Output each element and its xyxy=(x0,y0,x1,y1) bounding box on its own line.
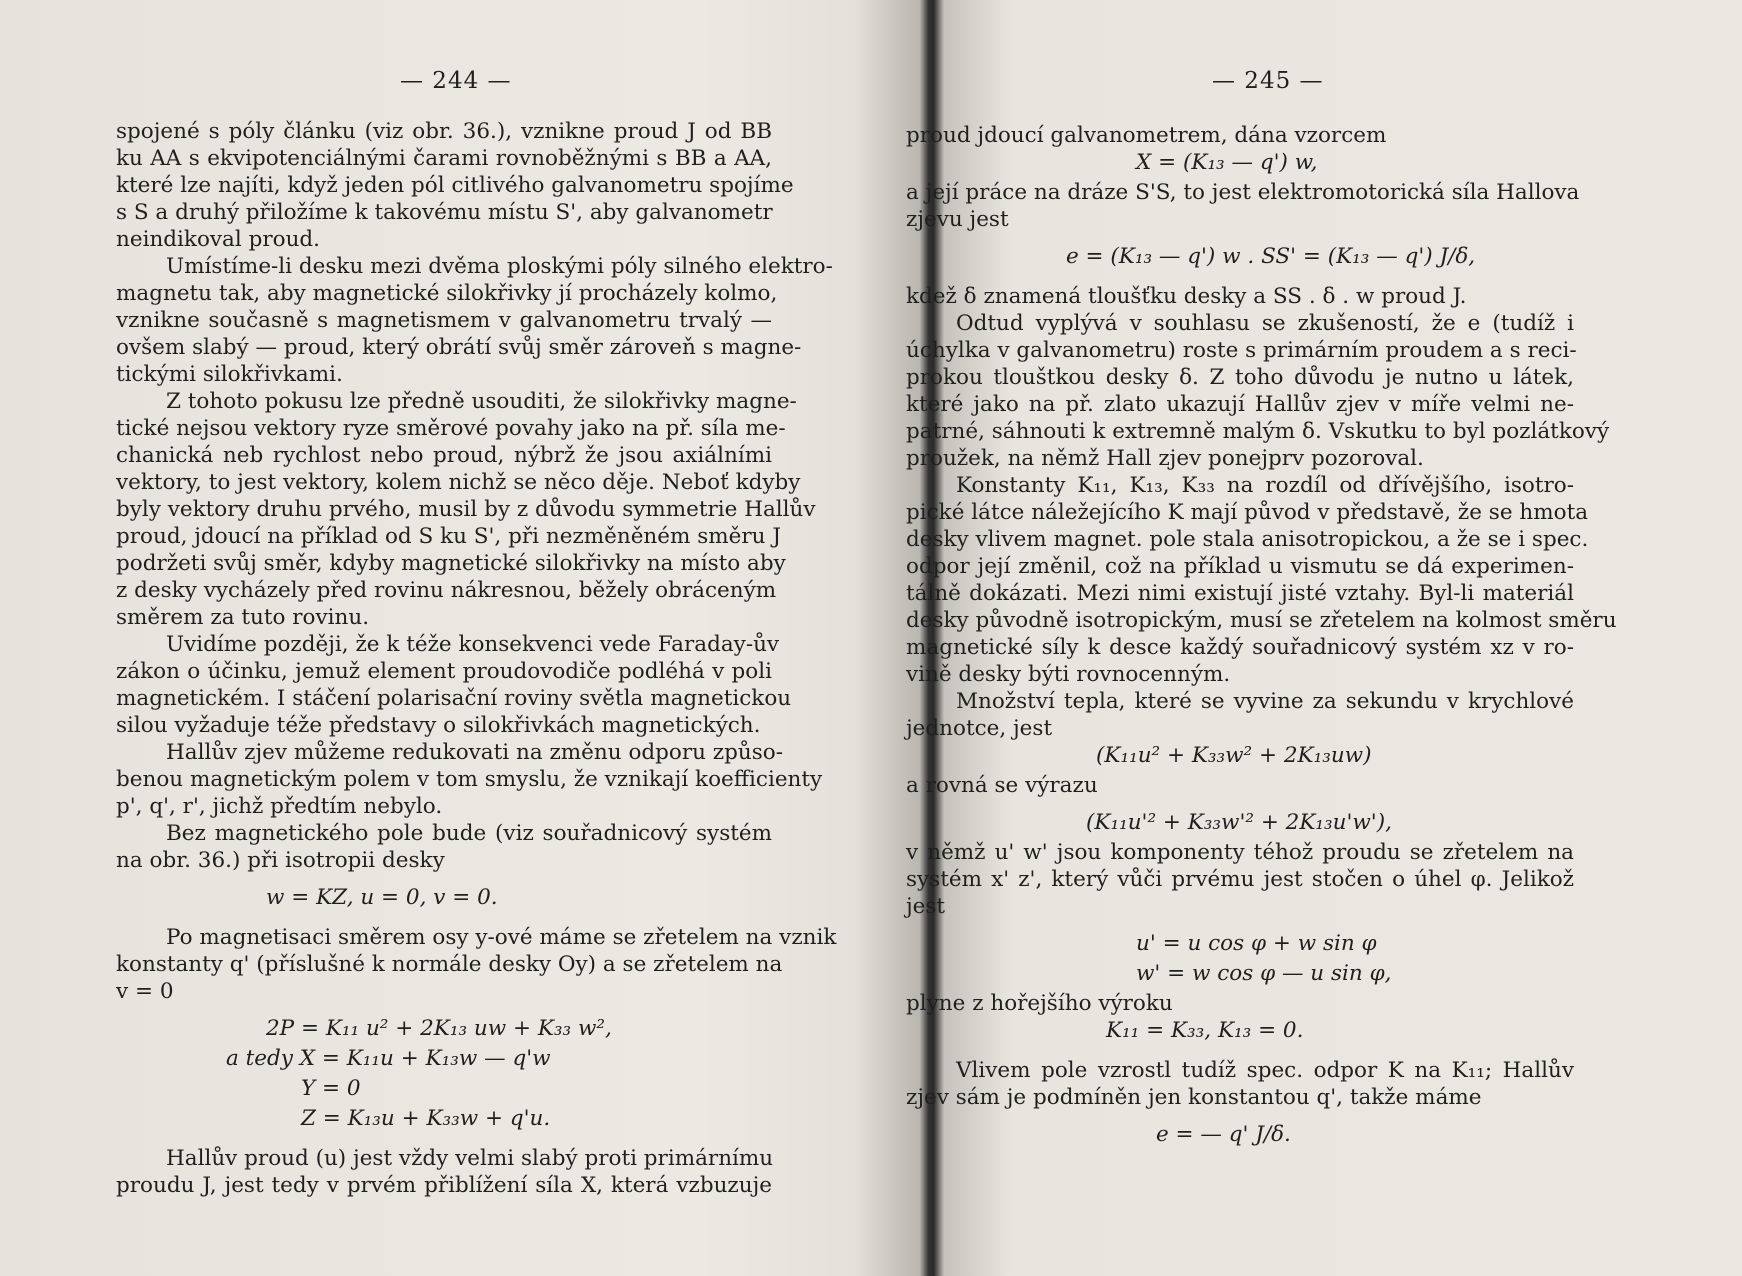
text-line: proužek, na němž Hall zjev ponejprv pozoroval. xyxy=(906,446,1424,471)
equation: X = (K₁₃ — q') w, xyxy=(1136,150,1318,175)
text-line: spojené s póly článku (viz obr. 36.), vznikne proud J od BB xyxy=(116,119,772,144)
text-line: Po magnetisaci směrem osy y-ové máme se zřetelem na vznik xyxy=(166,925,837,950)
text-line: desky původně isotropickým, musí se zřetelem na kolmost směru xyxy=(906,608,1617,633)
text-line: neindikoval proud. xyxy=(116,227,321,252)
equation: e = (K₁₃ — q') w . SS' = (K₁₃ — q') J/δ, xyxy=(1066,244,1476,269)
text-line: proud jdoucí galvanometrem, dána vzorcem xyxy=(906,123,1387,148)
text-line: Hallův proud (u) jest vždy velmi slabý proti primárnímu xyxy=(166,1146,774,1171)
equation: Z = K₁₃u + K₃₃w + q'u. xyxy=(301,1106,551,1131)
page-number: — 245 — xyxy=(1212,68,1324,94)
text-line: tálně dokázati. Mezi nimi existují jisté vztahy. Byl-li materiál xyxy=(906,581,1574,606)
text-line: ku AA s ekvipotenciálnými čarami rovnoběžnými s BB a AA, xyxy=(116,146,772,171)
text-line: v němž u' w' jsou komponenty téhož proudu se zřetelem na xyxy=(906,840,1574,865)
text-line: zjevu jest xyxy=(906,207,1009,232)
text-line: a její práce na dráze S'S, to jest elektromotorická síla Hallova xyxy=(906,180,1580,205)
text-line: zjev sám je podmíněn jen konstantou q', takže máme xyxy=(906,1085,1482,1110)
text-line: vznikne současně s magnetismem v galvanometru trvalý — xyxy=(116,308,772,333)
text-line: na obr. 36.) při isotropii desky xyxy=(116,848,445,873)
equation: w = KZ, u = 0, v = 0. xyxy=(266,885,498,910)
text-line: proudu J, jest tedy v prvém přiblížení síla X, která vzbuzuje xyxy=(116,1173,772,1198)
equation: a tedy X = K₁₁u + K₁₃w — q'w xyxy=(226,1046,551,1071)
text-line: silou vyžaduje téže představy o silokřivkách magnetických. xyxy=(116,713,761,738)
text-line: a rovná se výrazu xyxy=(906,773,1098,798)
page-number: — 244 — xyxy=(400,68,512,94)
text-line: tickými silokřivkami. xyxy=(116,362,343,387)
left-page xyxy=(0,0,837,1276)
equation: e = — q' J/δ. xyxy=(1156,1122,1291,1147)
equation: 2P = K₁₁ u² + 2K₁₃ uw + K₃₃ w², xyxy=(266,1016,612,1041)
text-line: pické látce náležejícího K mají původ v představě, že se hmota xyxy=(906,500,1589,525)
text-line: magnetu tak, aby magnetické silokřivky jí procházely kolmo, xyxy=(116,281,778,306)
equation: Y = 0 xyxy=(301,1076,361,1101)
text-line: konstanty q' (příslušné k normále desky Oy) a se zřetelem na xyxy=(116,952,783,977)
text-line: které jako na př. zlato ukazují Hallův zjev v míře velmi ne- xyxy=(906,392,1574,417)
text-line: úchylka v galvanometru) roste s primárním proudem a s reci- xyxy=(906,338,1577,363)
text-line: zákon o účinku, jemuž element proudovodiče podléhá v poli xyxy=(116,659,772,684)
text-line: plyne z hořejšího výroku xyxy=(906,991,1173,1016)
text-line: patrné, sáhnouti k extremně malým δ. Vskutku to byl pozlátkový xyxy=(906,419,1610,444)
text-line: Z tohoto pokusu lze předně usouditi, že silokřivky magne- xyxy=(166,389,797,414)
text-line: odpor její změnil, což na příklad u vismutu se dá experimen- xyxy=(906,554,1574,579)
text-line: Uvidíme později, že k téže konsekvenci vede Faraday-ův xyxy=(166,632,780,657)
text-line: směrem za tuto rovinu. xyxy=(116,605,370,630)
text-line: podržeti svůj směr, kdyby magnetické silokřivky na místo aby xyxy=(116,551,786,576)
text-line: vektory, to jest vektory, kolem nichž se něco děje. Neboť kdyby xyxy=(116,470,801,495)
page-body xyxy=(116,118,837,1199)
right-page xyxy=(842,0,1742,1276)
text-line: proud, jdoucí na příklad od S ku S', při nezměněném směru J xyxy=(116,524,781,549)
text-line: tické nejsou vektory ryze směrové povahy jako na př. síla me- xyxy=(116,416,786,441)
text-line: Množství tepla, které se vyvine za sekundu v krychlové xyxy=(956,689,1574,714)
equation: (K₁₁u² + K₃₃w² + 2K₁₃uw) xyxy=(1096,743,1372,768)
text-line: benou magnetickým polem v tom smyslu, že vznikají koefficienty xyxy=(116,767,823,792)
text-line: Bez magnetického pole bude (viz souřadnicový systém xyxy=(166,821,772,846)
text-line: magnetické síly k desce každý souřadnicový systém xz v ro- xyxy=(906,635,1574,660)
text-line: byly vektory druhu prvého, musil by z důvodu symmetrie Hallův xyxy=(116,497,816,522)
text-line: z desky vycházely před rovinu nákresnou, běžely obráceným xyxy=(116,578,777,603)
equation: (K₁₁u'² + K₃₃w'² + 2K₁₃u'w'), xyxy=(1086,810,1392,835)
text-line: v = 0 xyxy=(116,979,174,1004)
text-line: systém x' z', který vůči prvému jest stočen o úhel φ. Jelikož xyxy=(906,867,1574,892)
text-line: s S a druhý přiložíme k takovému místu S', aby galvanometr xyxy=(116,200,773,225)
text-line: Umístíme-li desku mezi dvěma ploskými póly silného elektro- xyxy=(166,254,833,279)
text-line: ovšem slabý — proud, který obrátí svůj směr zároveň s magne- xyxy=(116,335,802,360)
page-body xyxy=(906,122,1617,1151)
text-line: p', q', r', jichž předtím nebylo. xyxy=(116,794,443,819)
text-line: které lze najíti, když jeden pól citlivého galvanometru spojíme xyxy=(116,173,794,198)
text-line: jednotce, jest xyxy=(906,716,1053,741)
text-line: desky vlivem magnet. pole stala anisotropickou, a že se i spec. xyxy=(906,527,1589,552)
text-line: Hallův zjev můžeme redukovati na změnu odporu způso- xyxy=(166,740,783,765)
equation: u' = u cos φ + w sin φ xyxy=(1136,931,1377,956)
text-line: magnetickém. I stáčení polarisační roviny světla magnetickou xyxy=(116,686,792,711)
equation: K₁₁ = K₃₃, K₁₃ = 0. xyxy=(1106,1018,1304,1043)
text-line: chanická neb rychlost nebo proud, nýbrž že jsou axiálními xyxy=(116,443,772,468)
text-line: Konstanty K₁₁, K₁₃, K₃₃ na rozdíl od dřívějšího, isotro- xyxy=(956,473,1574,498)
text-line: prokou tlouštkou desky δ. Z toho důvodu je nutno u látek, xyxy=(906,365,1574,390)
text-line: kdež δ znamená tloušťku desky a SS . δ . w proud J. xyxy=(906,284,1467,309)
equation: w' = w cos φ — u sin φ, xyxy=(1136,961,1392,986)
text-line: Odtud vyplývá v souhlasu se zkušeností, že e (tudíž i xyxy=(956,311,1574,336)
text-line: jest xyxy=(906,894,946,919)
text-line: Vlivem pole vzrostl tudíž spec. odpor K na K₁₁; Hallův xyxy=(956,1058,1574,1083)
text-line: vině desky býti rovnocenným. xyxy=(906,662,1231,687)
